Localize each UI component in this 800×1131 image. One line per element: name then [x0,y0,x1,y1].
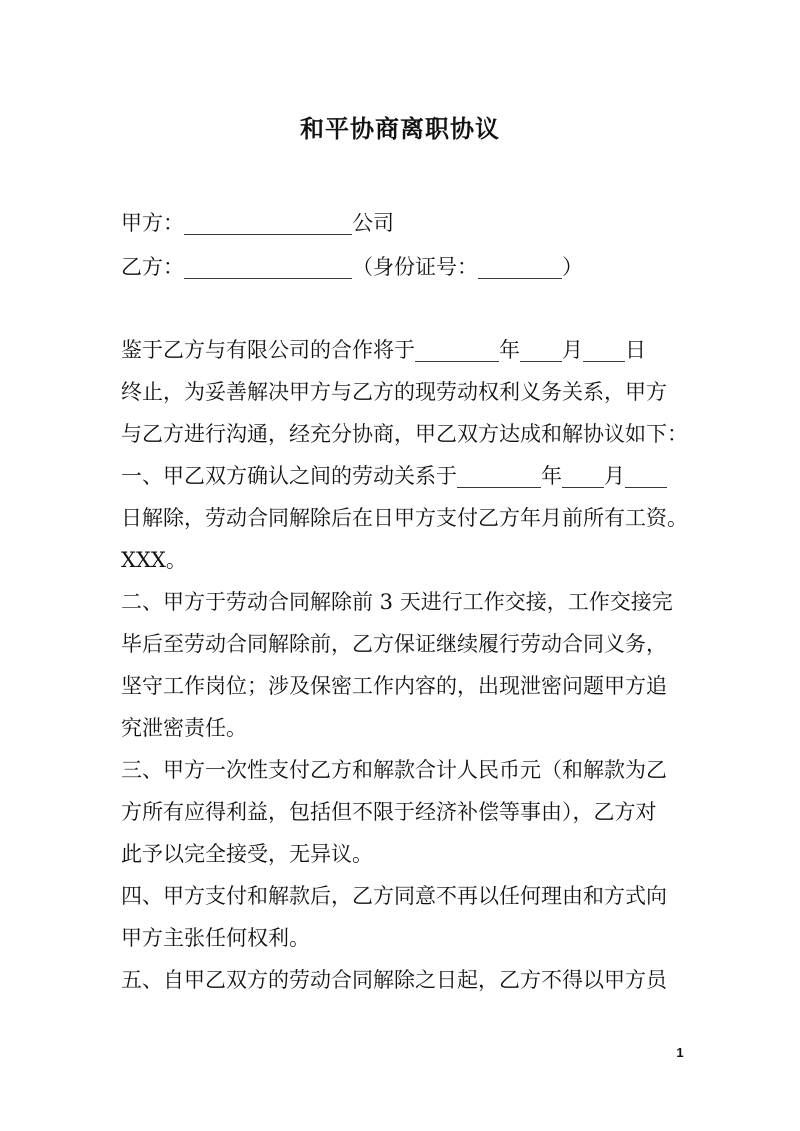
body-line-15: 甲方主张任何权利。 [121,926,310,950]
party-a-line: 甲方：________________公司 [121,211,394,235]
page-number: 1 [676,1045,684,1060]
body-line-8: 毕后至劳动合同解除前，乙方保证继续履行劳动合同义务， [121,632,667,656]
body-line-2: 终止，为妥善解决甲方与乙方的现劳动权利义务关系，甲方 [121,380,667,404]
body-line-7: 二、甲方于劳动合同解除前 3 天进行工作交接，工作交接完 [121,590,673,614]
body-line-5: 日解除，劳动合同解除后在日甲方支付乙方年月前所有工资。 [121,506,688,530]
body-line-11: 三、甲方一次性支付乙方和解款合计人民币元（和解款为乙 [121,758,667,782]
body-line-4: 一、甲乙双方确认之间的劳动关系于________年____月____ [121,464,667,488]
body-line-1: 鉴于乙方与有限公司的合作将于________年____月____日 [121,338,646,362]
body-line-12: 方所有应得利益，包括但不限于经济补偿等事由），乙方对 [121,800,657,824]
body-line-10: 究泄密责任。 [121,716,247,740]
body-line-16: 五、自甲乙双方的劳动合同解除之日起，乙方不得以甲方员 [121,968,667,992]
document-title: 和平协商离职协议 [300,114,500,143]
body-line-13: 此予以完全接受，无异议。 [121,842,373,866]
body-line-14: 四、甲方支付和解款后，乙方同意不再以任何理由和方式向 [121,884,667,908]
body-line-9: 坚守工作岗位；涉及保密工作内容的，出现泄密问题甲方追 [121,674,667,698]
body-line-3: 与乙方进行沟通，经充分协商，甲乙双方达成和解协议如下： [121,422,688,446]
body-line-6: XXX。 [121,548,187,572]
party-b-line: 乙方：________________（身份证号：________） [121,255,583,279]
